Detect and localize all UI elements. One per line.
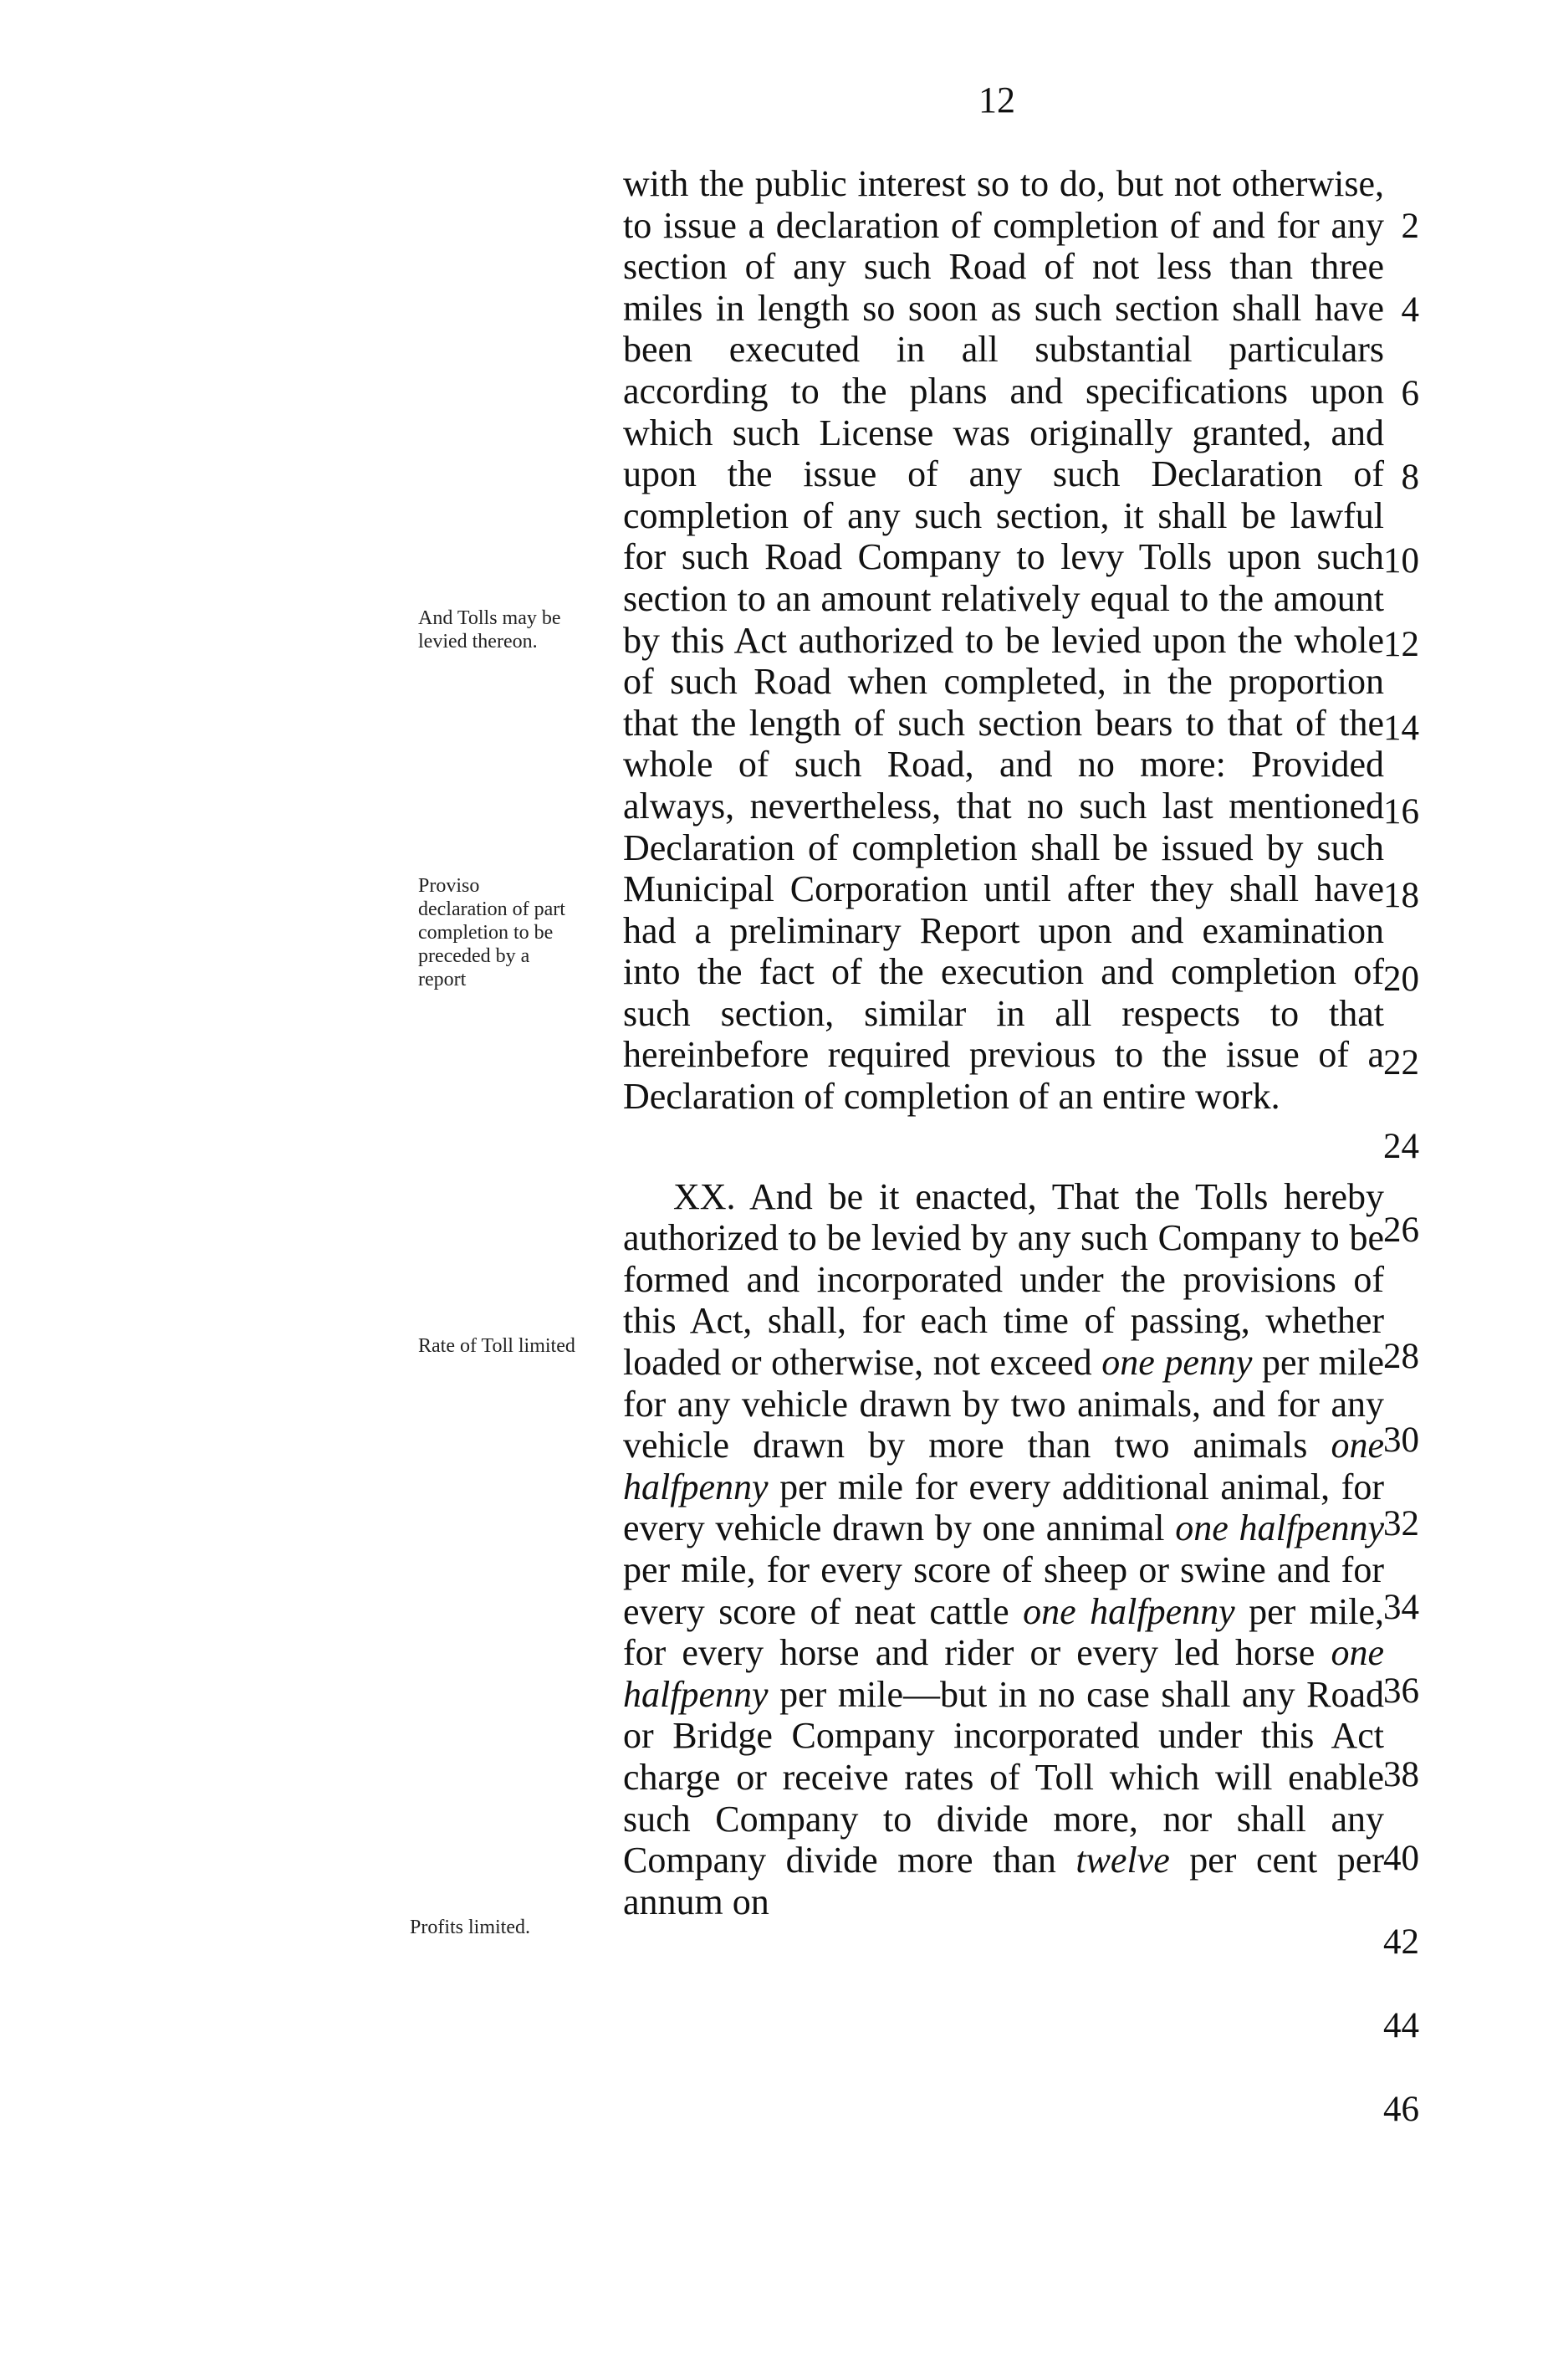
margin-note-tolls-levied: And Tolls may be levied thereon. (418, 607, 561, 653)
line-number: 42 (1383, 1922, 1419, 1962)
line-number: 8 (1401, 458, 1419, 497)
margin-note-proviso: Proviso declaration of part completion to be preceded by a report (418, 875, 565, 990)
italic-amount: one halfpenny (623, 1632, 1384, 1715)
line-number: 44 (1383, 2006, 1419, 2045)
line-number: 18 (1383, 876, 1419, 915)
line-number: 14 (1383, 709, 1419, 748)
line-number: 34 (1383, 1588, 1419, 1627)
text-segment: per mile for any vehicle drawn by two animals, and for any vehicle drawn by more than two animals (623, 1342, 1384, 1466)
text-segment: per mile, for every horse and rider or every led horse (623, 1590, 1385, 1674)
italic-amount: one halfpenny (1175, 1507, 1384, 1549)
paragraph-gap (623, 1118, 1384, 1176)
line-number: 4 (1401, 290, 1419, 330)
text-segment: per mile—but in no case shall any Road or Bridge Company incorporated under this Act charge or receive rates of Toll which will enable such Company to divide more, nor shall any Company divide more than (623, 1673, 1384, 1881)
line-number: 36 (1383, 1671, 1419, 1711)
text-segment: per cent per annum on (623, 1840, 1384, 1922)
text-segment: per mile, for every score of sheep or swine and for every score of neat cattle (623, 1549, 1384, 1632)
line-number: 32 (1383, 1504, 1419, 1543)
line-number: 38 (1383, 1755, 1419, 1794)
line-number: 26 (1383, 1210, 1419, 1250)
line-number: 24 (1383, 1127, 1419, 1166)
line-number: 20 (1383, 960, 1419, 999)
paragraph-section-xx (623, 1176, 1384, 1923)
line-number: 10 (1383, 541, 1419, 581)
line-number: 40 (1383, 1839, 1419, 1878)
line-number: 6 (1401, 374, 1419, 413)
line-number: 28 (1383, 1337, 1419, 1376)
paragraph-declaration: with the public interest so to do, but not otherwise, to issue a declaration of completion of and for any section of any such Road of not less than three miles in length so soon as such section shall have been executed in all substantial particulars according to the plans and specifications upon which such License was originally granted, and upon the issue of any such Declaration of completion of any such section, it shall be lawful for such Road Company to levy Tolls upon such section to an amount relatively equal to the amount by this Act authorized to be levied upon the whole of such Road when completed, in the proportion that the length of such section bears to that of the whole of such Road, and no more: Provided always, nevertheless, that no such last mentioned Declaration of completion shall be issued by such Municipal Corporation until after they shall have had a preliminary Report upon and examination into the fact of the execution and completion of such section, similar in all respects to that hereinbefore required previous to the issue of a Declaration of completion of an entire work. (623, 163, 1384, 1118)
italic-amount: one penny (1101, 1342, 1253, 1384)
text-segment: per mile for every additional animal, for every vehicle drawn by one annimal (623, 1466, 1384, 1549)
line-number: 16 (1383, 792, 1419, 832)
italic-amount: one halfpenny (623, 1425, 1385, 1507)
italic-amount: one halfpenny (1023, 1590, 1235, 1632)
line-number: 12 (1383, 625, 1419, 664)
text-segment: XX. And be it enacted, That the Tolls hereby authorized to be levied by any such Company to be formed and incorporated under the provisions of this Act, shall, for each time of passing, whether loaded or otherwise, not exceed (623, 1175, 1384, 1384)
margin-note-rate-of-toll: Rate of Toll limited (418, 1335, 575, 1357)
margin-note-profits: Profits limited. (410, 1917, 530, 1938)
line-number: 2 (1401, 207, 1419, 246)
line-number: 46 (1383, 2090, 1419, 2129)
line-number: 30 (1383, 1420, 1419, 1460)
italic-amount: twelve (1075, 1840, 1170, 1881)
body-text (623, 163, 1384, 1922)
page-number: 12 (978, 79, 1015, 120)
line-number: 22 (1383, 1043, 1419, 1083)
